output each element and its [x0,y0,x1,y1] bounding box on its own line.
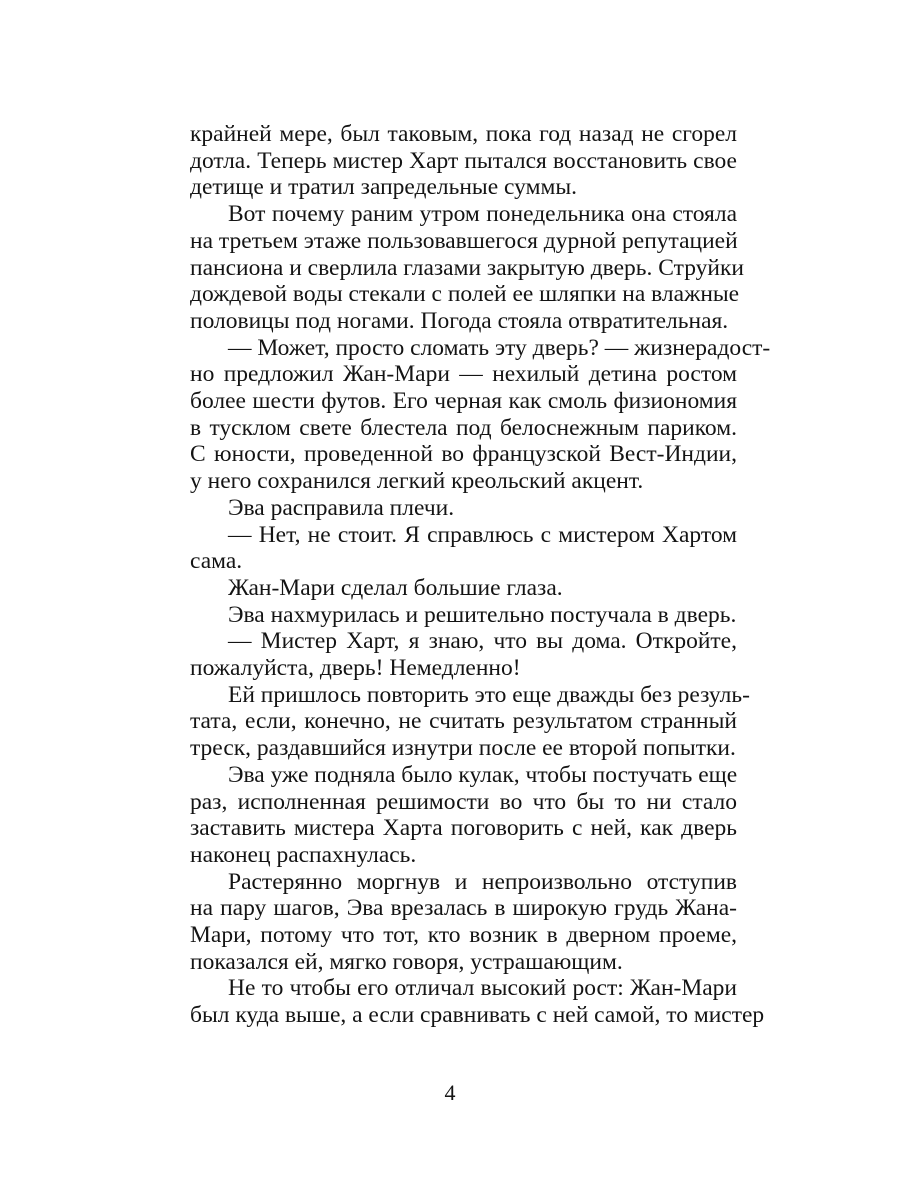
text-line: раз, исполненная решимости во что бы то ни стало [190,788,737,815]
text-line: тата, если, конечно, не считать результатом странный [190,708,737,735]
text-line: показался ей, мягко говоря, устрашающим. [190,948,623,975]
text-line: Эва уже подняла было кулак, чтобы постучать еще [228,761,738,788]
text-line: — Мистер Харт, я знаю, что вы дома. Откройте, [228,628,737,655]
text-line: — Может, просто сломать эту дверь? — жизнерадост- [228,334,771,361]
text-line: наконец распахнулась. [190,841,417,868]
text-line: сама. [190,548,243,575]
text-line: пансиона и сверлила глазами закрытую дверь. Струйки [190,254,744,281]
text-line: — Нет, не стоит. Я справлюсь с мистером Хартом [228,521,737,548]
text-line: Не то чтобы его отличал высокий рост: Жан-Мари [228,975,737,1002]
text-line: Вот почему раним утром понедельника она стояла [228,201,737,228]
text-line: но предложил Жан-Мари — нехилый детина ростом [190,361,737,388]
text-line: был куда выше, а если сравнивать с ней самой, то мистер [190,1002,765,1029]
text-line: Эва расправила плечи. [228,494,455,521]
text-line: С юности, проведенной во французской Вест-Индии, [190,441,737,468]
text-line: более шести футов. Его черная как смоль физиономия [190,388,737,414]
text-line: дождевой воды стекали с полей ее шляпки на влажные [190,281,740,308]
page-number: 4 [444,1080,456,1105]
text-line: на пару шагов, Эва врезалась в широкую грудь Жана- [190,895,737,922]
text-line: Эва нахмурилась и решительно постучала в дверь. [228,601,737,628]
text-line: Растерянно моргнув и непроизвольно отступив [228,868,737,895]
text-line: заставить мистера Харта поговорить с ней, как дверь [190,815,737,842]
text-line: половицы под ногами. Погода стояла отвратительная. [190,307,729,334]
text-line: пожалуйста, дверь! Немедленно! [190,655,521,681]
text-line: в тусклом свете блестела под белоснежным париком. [190,414,737,441]
text-line: Ей пришлось повторить это еще дважды без резуль- [228,681,750,708]
text-line: на третьем этаже пользовавшегося дурной репутацией [190,227,738,254]
text-line: у него сохранился легкий креольский акцент. [190,468,644,495]
text-line: детище и тратил запредельные суммы. [190,174,577,201]
text-line: Мари, потому что тот, кто возник в дверном проеме, [190,922,737,948]
text-line: дотла. Теперь мистер Харт пытался восстановить свое [190,147,737,174]
text-line: Жан-Мари сделал большие глаза. [228,574,563,601]
text-line: треск, раздавшийся изнутри после ее второй попытки. [190,735,736,762]
text-line: крайней мере, был таковым, пока год назад не сгорел [190,121,737,147]
